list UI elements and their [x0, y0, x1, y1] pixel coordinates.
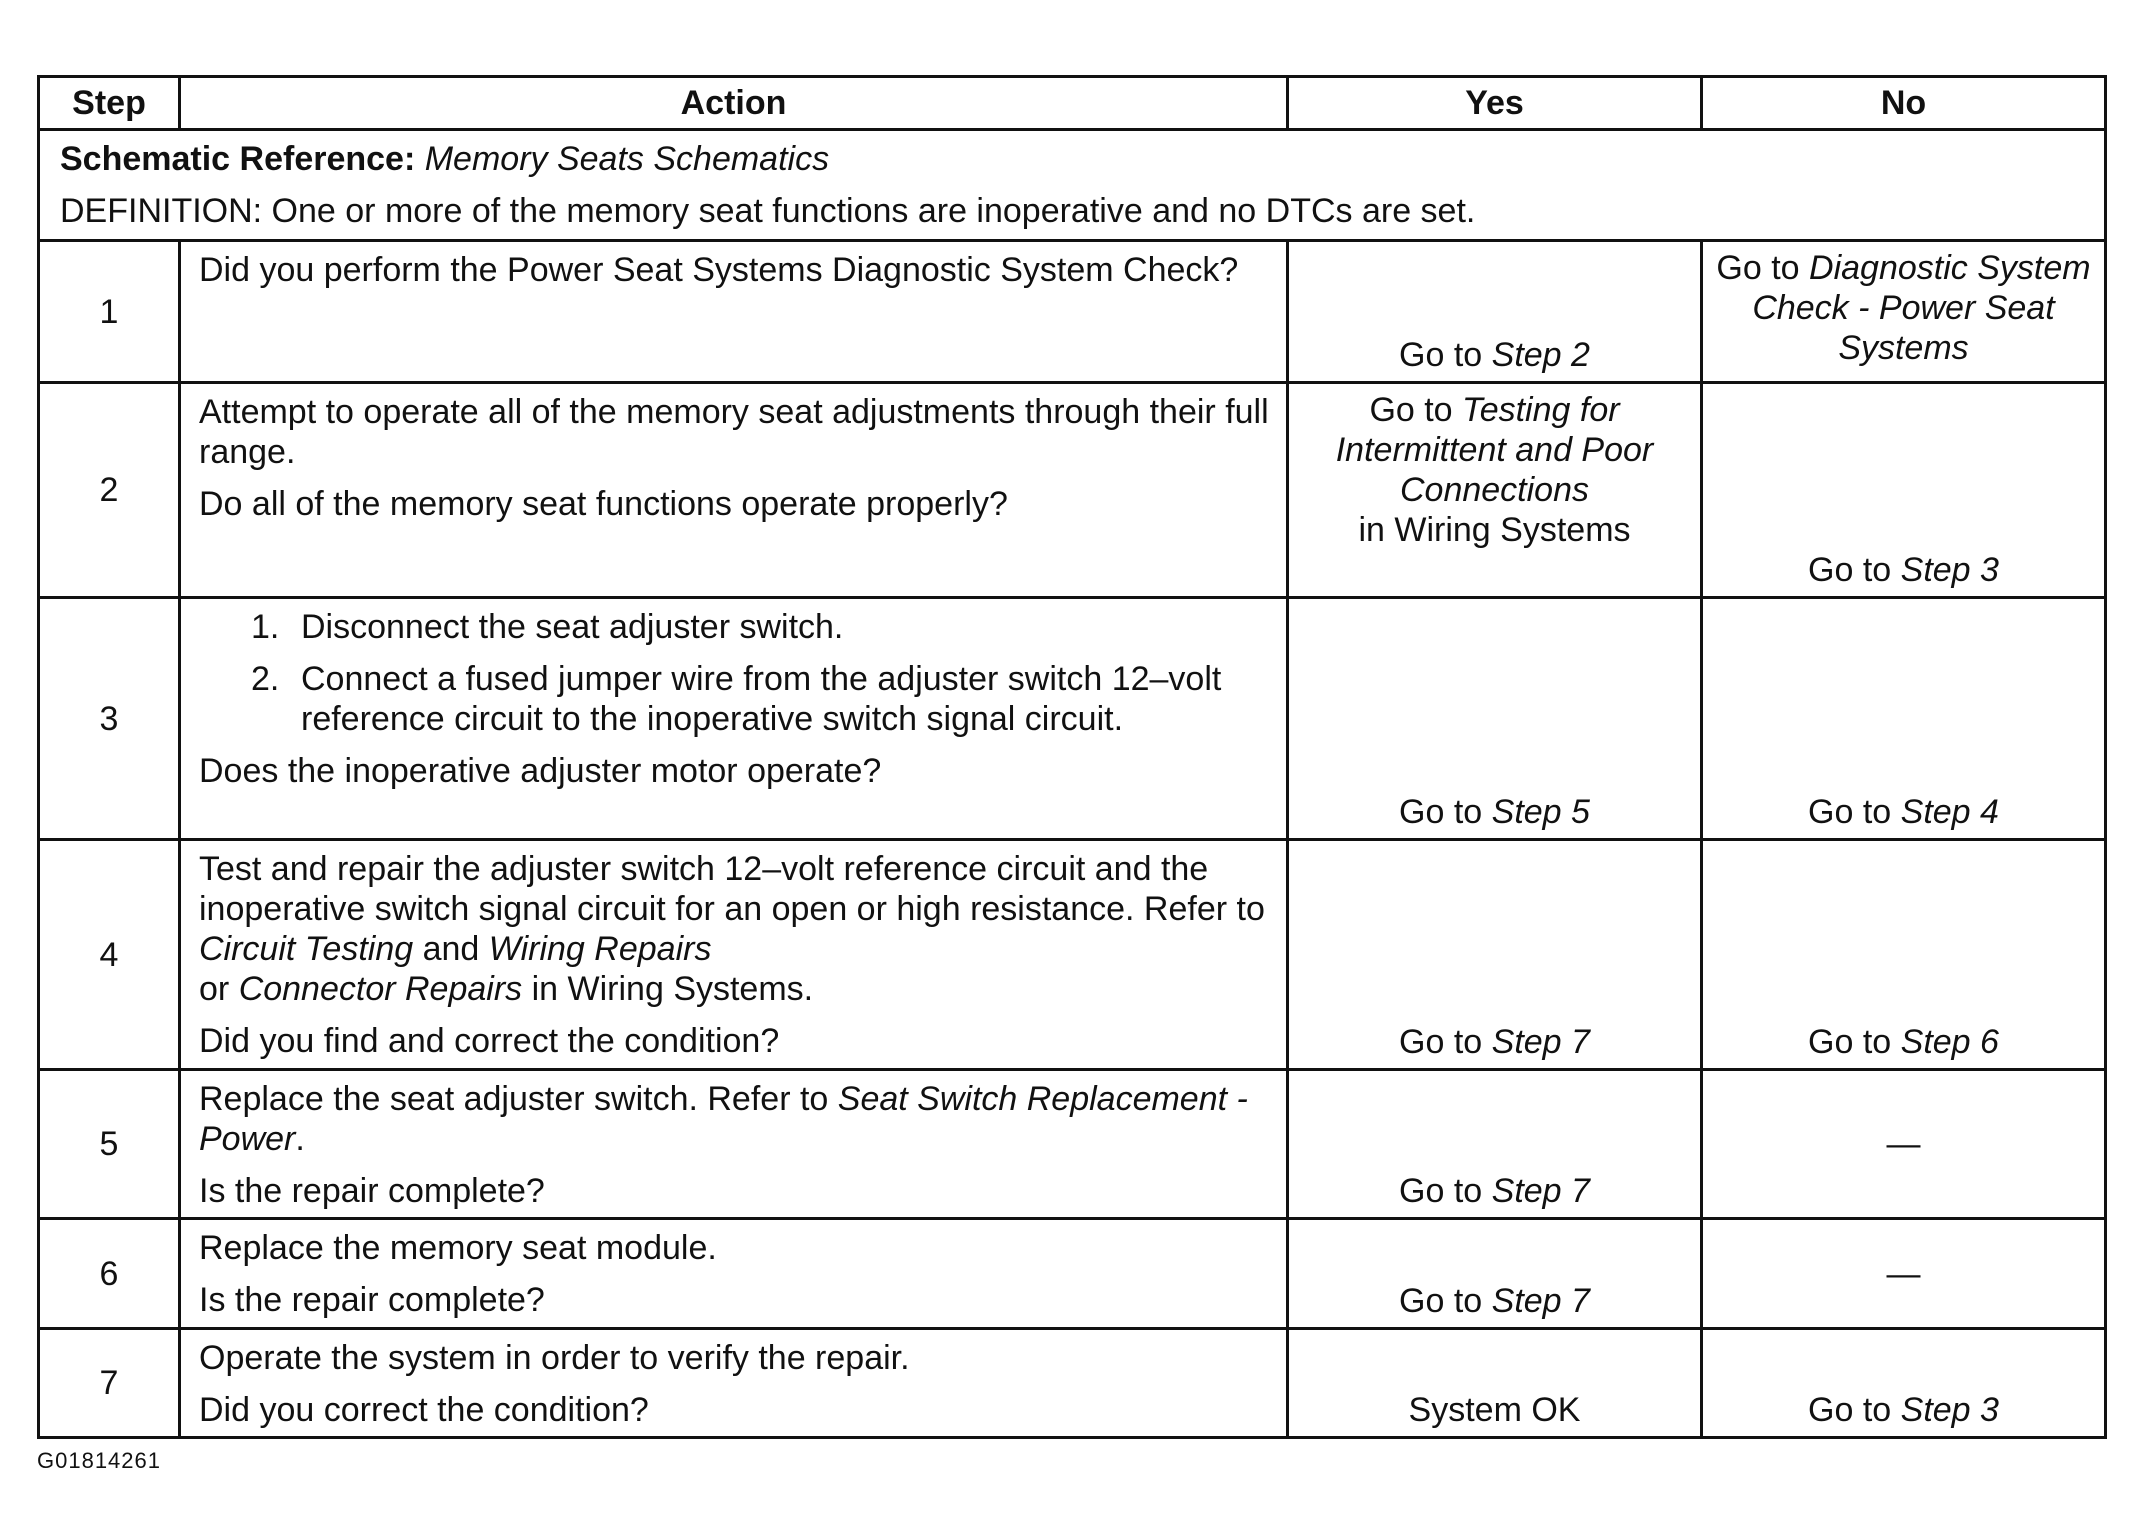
yes-text: System OK: [1408, 1391, 1581, 1429]
circuit-testing-link[interactable]: Circuit Testing: [199, 930, 414, 968]
no-prefix: Go to: [1808, 1391, 1901, 1429]
list-item: [199, 659, 1270, 739]
table-row: [39, 598, 2106, 840]
yes-cell: [1288, 1070, 1702, 1219]
list-text: Connect a fused jumper wire from the adjuster switch 12–volt reference circuit to the inoperative switch signal circuit.: [301, 660, 1222, 738]
list-item: [199, 607, 1270, 647]
action-cell: [180, 1219, 1288, 1329]
header-step: Step: [39, 77, 180, 130]
header-row: [39, 77, 2106, 130]
table-row: [39, 241, 2106, 383]
yes-link[interactable]: Step 7: [1491, 1282, 1590, 1320]
no-cell: [1702, 1070, 2106, 1219]
no-cell: [1702, 840, 2106, 1070]
no-cell: [1702, 1219, 2106, 1329]
step-number: 3: [39, 598, 180, 840]
no-cell: [1702, 241, 2106, 383]
yes-prefix: Go to: [1399, 1023, 1492, 1061]
seat-switch-replacement-link[interactable]: Seat Switch Replacement - Power: [199, 1080, 1248, 1158]
action-text-part: in Wiring Systems.: [522, 970, 814, 1008]
action-text: Operate the system in order to verify the repair.: [199, 1339, 910, 1377]
yes-cell: [1288, 383, 1702, 598]
yes-prefix: Go to: [1399, 336, 1492, 374]
step-number: 2: [39, 383, 180, 598]
no-prefix: Go to: [1716, 249, 1810, 287]
list-number: 1.: [251, 608, 280, 646]
action-question: Does the inoperative adjuster motor operate?: [199, 752, 882, 790]
action-cell: [180, 840, 1288, 1070]
yes-prefix: Go to: [1399, 1282, 1492, 1320]
step-number: 5: [39, 1070, 180, 1219]
diagnostic-table: [37, 75, 2107, 1439]
no-cell: [1702, 383, 2106, 598]
action-cell: [180, 1329, 1288, 1438]
schematic-reference: [60, 139, 2084, 179]
action-cell: [180, 383, 1288, 598]
step-number: 1: [39, 241, 180, 383]
schematic-link[interactable]: Memory Seats Schematics: [424, 140, 830, 178]
yes-link[interactable]: Testing for Intermittent and Poor Connections: [1335, 391, 1654, 509]
action-question: Is the repair complete?: [199, 1281, 545, 1319]
yes-prefix: Go to: [1369, 391, 1463, 429]
no-prefix: Go to: [1808, 551, 1901, 589]
action-cell: [180, 1070, 1288, 1219]
no-dash: —: [1886, 1125, 1921, 1163]
step-number: 7: [39, 1329, 180, 1438]
action-question: Do all of the memory seat functions operate properly?: [199, 485, 1008, 523]
action-text-part: and: [413, 930, 489, 968]
list-number: 2.: [251, 660, 280, 698]
action-text: Replace the memory seat module.: [199, 1229, 717, 1267]
action-text-part: Replace the seat adjuster switch. Refer to: [199, 1080, 838, 1118]
yes-cell: [1288, 598, 1702, 840]
schematic-label: Schematic Reference:: [60, 140, 416, 178]
yes-link[interactable]: Step 7: [1491, 1172, 1590, 1210]
list-text: Disconnect the seat adjuster switch.: [301, 608, 844, 646]
yes-cell: [1288, 840, 1702, 1070]
header-action: Action: [180, 77, 1288, 130]
reference-row: [39, 130, 2106, 241]
action-text-part: .: [295, 1120, 305, 1158]
table-row: [39, 840, 2106, 1070]
yes-link[interactable]: Step 7: [1491, 1023, 1590, 1061]
action-text: Attempt to operate all of the memory seat adjustments through their full range.: [199, 393, 1269, 471]
action-question: Did you find and correct the condition?: [199, 1022, 780, 1060]
action-text: Did you perform the Power Seat Systems Diagnostic System Check?: [199, 251, 1239, 289]
yes-suffix: in Wiring Systems: [1358, 511, 1631, 549]
table-row: [39, 383, 2106, 598]
table-row: [39, 1070, 2106, 1219]
yes-prefix: Go to: [1399, 1172, 1492, 1210]
no-link[interactable]: Step 3: [1900, 551, 1999, 589]
table-row: [39, 1219, 2106, 1329]
action-cell: [180, 598, 1288, 840]
no-prefix: Go to: [1808, 1023, 1901, 1061]
action-cell: [180, 241, 1288, 383]
no-link[interactable]: Step 6: [1900, 1023, 1999, 1061]
action-question: Is the repair complete?: [199, 1172, 545, 1210]
connector-repairs-link[interactable]: Connector Repairs: [238, 970, 523, 1008]
no-dash: —: [1886, 1254, 1921, 1293]
table-row: [39, 1329, 2106, 1438]
yes-link[interactable]: Step 2: [1491, 336, 1590, 374]
no-cell: [1702, 598, 2106, 840]
yes-prefix: Go to: [1399, 793, 1492, 831]
header-yes: Yes: [1288, 77, 1702, 130]
action-text: [199, 1079, 1270, 1159]
no-prefix: Go to: [1808, 793, 1901, 831]
yes-link[interactable]: Step 5: [1491, 793, 1590, 831]
figure-code: G01814261: [37, 1448, 161, 1473]
yes-cell: [1288, 1219, 1702, 1329]
no-link[interactable]: Step 3: [1900, 1391, 1999, 1429]
yes-cell: [1288, 1329, 1702, 1438]
action-text-part: Test and repair the adjuster switch 12–volt reference circuit and the inoperative switch signal circuit for an open or high resistance. Refer to: [199, 850, 1265, 928]
definition: DEFINITION: One or more of the memory seat functions are inoperative and no DTCs are set.: [60, 192, 1476, 230]
wiring-repairs-link[interactable]: Wiring Repairs: [488, 930, 712, 968]
header-no: No: [1702, 77, 2106, 130]
no-cell: [1702, 1329, 2106, 1438]
action-text: [199, 849, 1270, 1009]
action-list: [199, 607, 1270, 739]
yes-cell: [1288, 241, 1702, 383]
no-link[interactable]: Step 4: [1900, 793, 1999, 831]
action-question: Did you correct the condition?: [199, 1391, 649, 1429]
step-number: 4: [39, 840, 180, 1070]
action-text-part: or: [199, 970, 239, 1008]
reference-cell: [39, 130, 2106, 241]
step-number: 6: [39, 1219, 180, 1329]
no-link[interactable]: Diagnostic System Check - Power Seat Systems: [1752, 249, 2091, 367]
